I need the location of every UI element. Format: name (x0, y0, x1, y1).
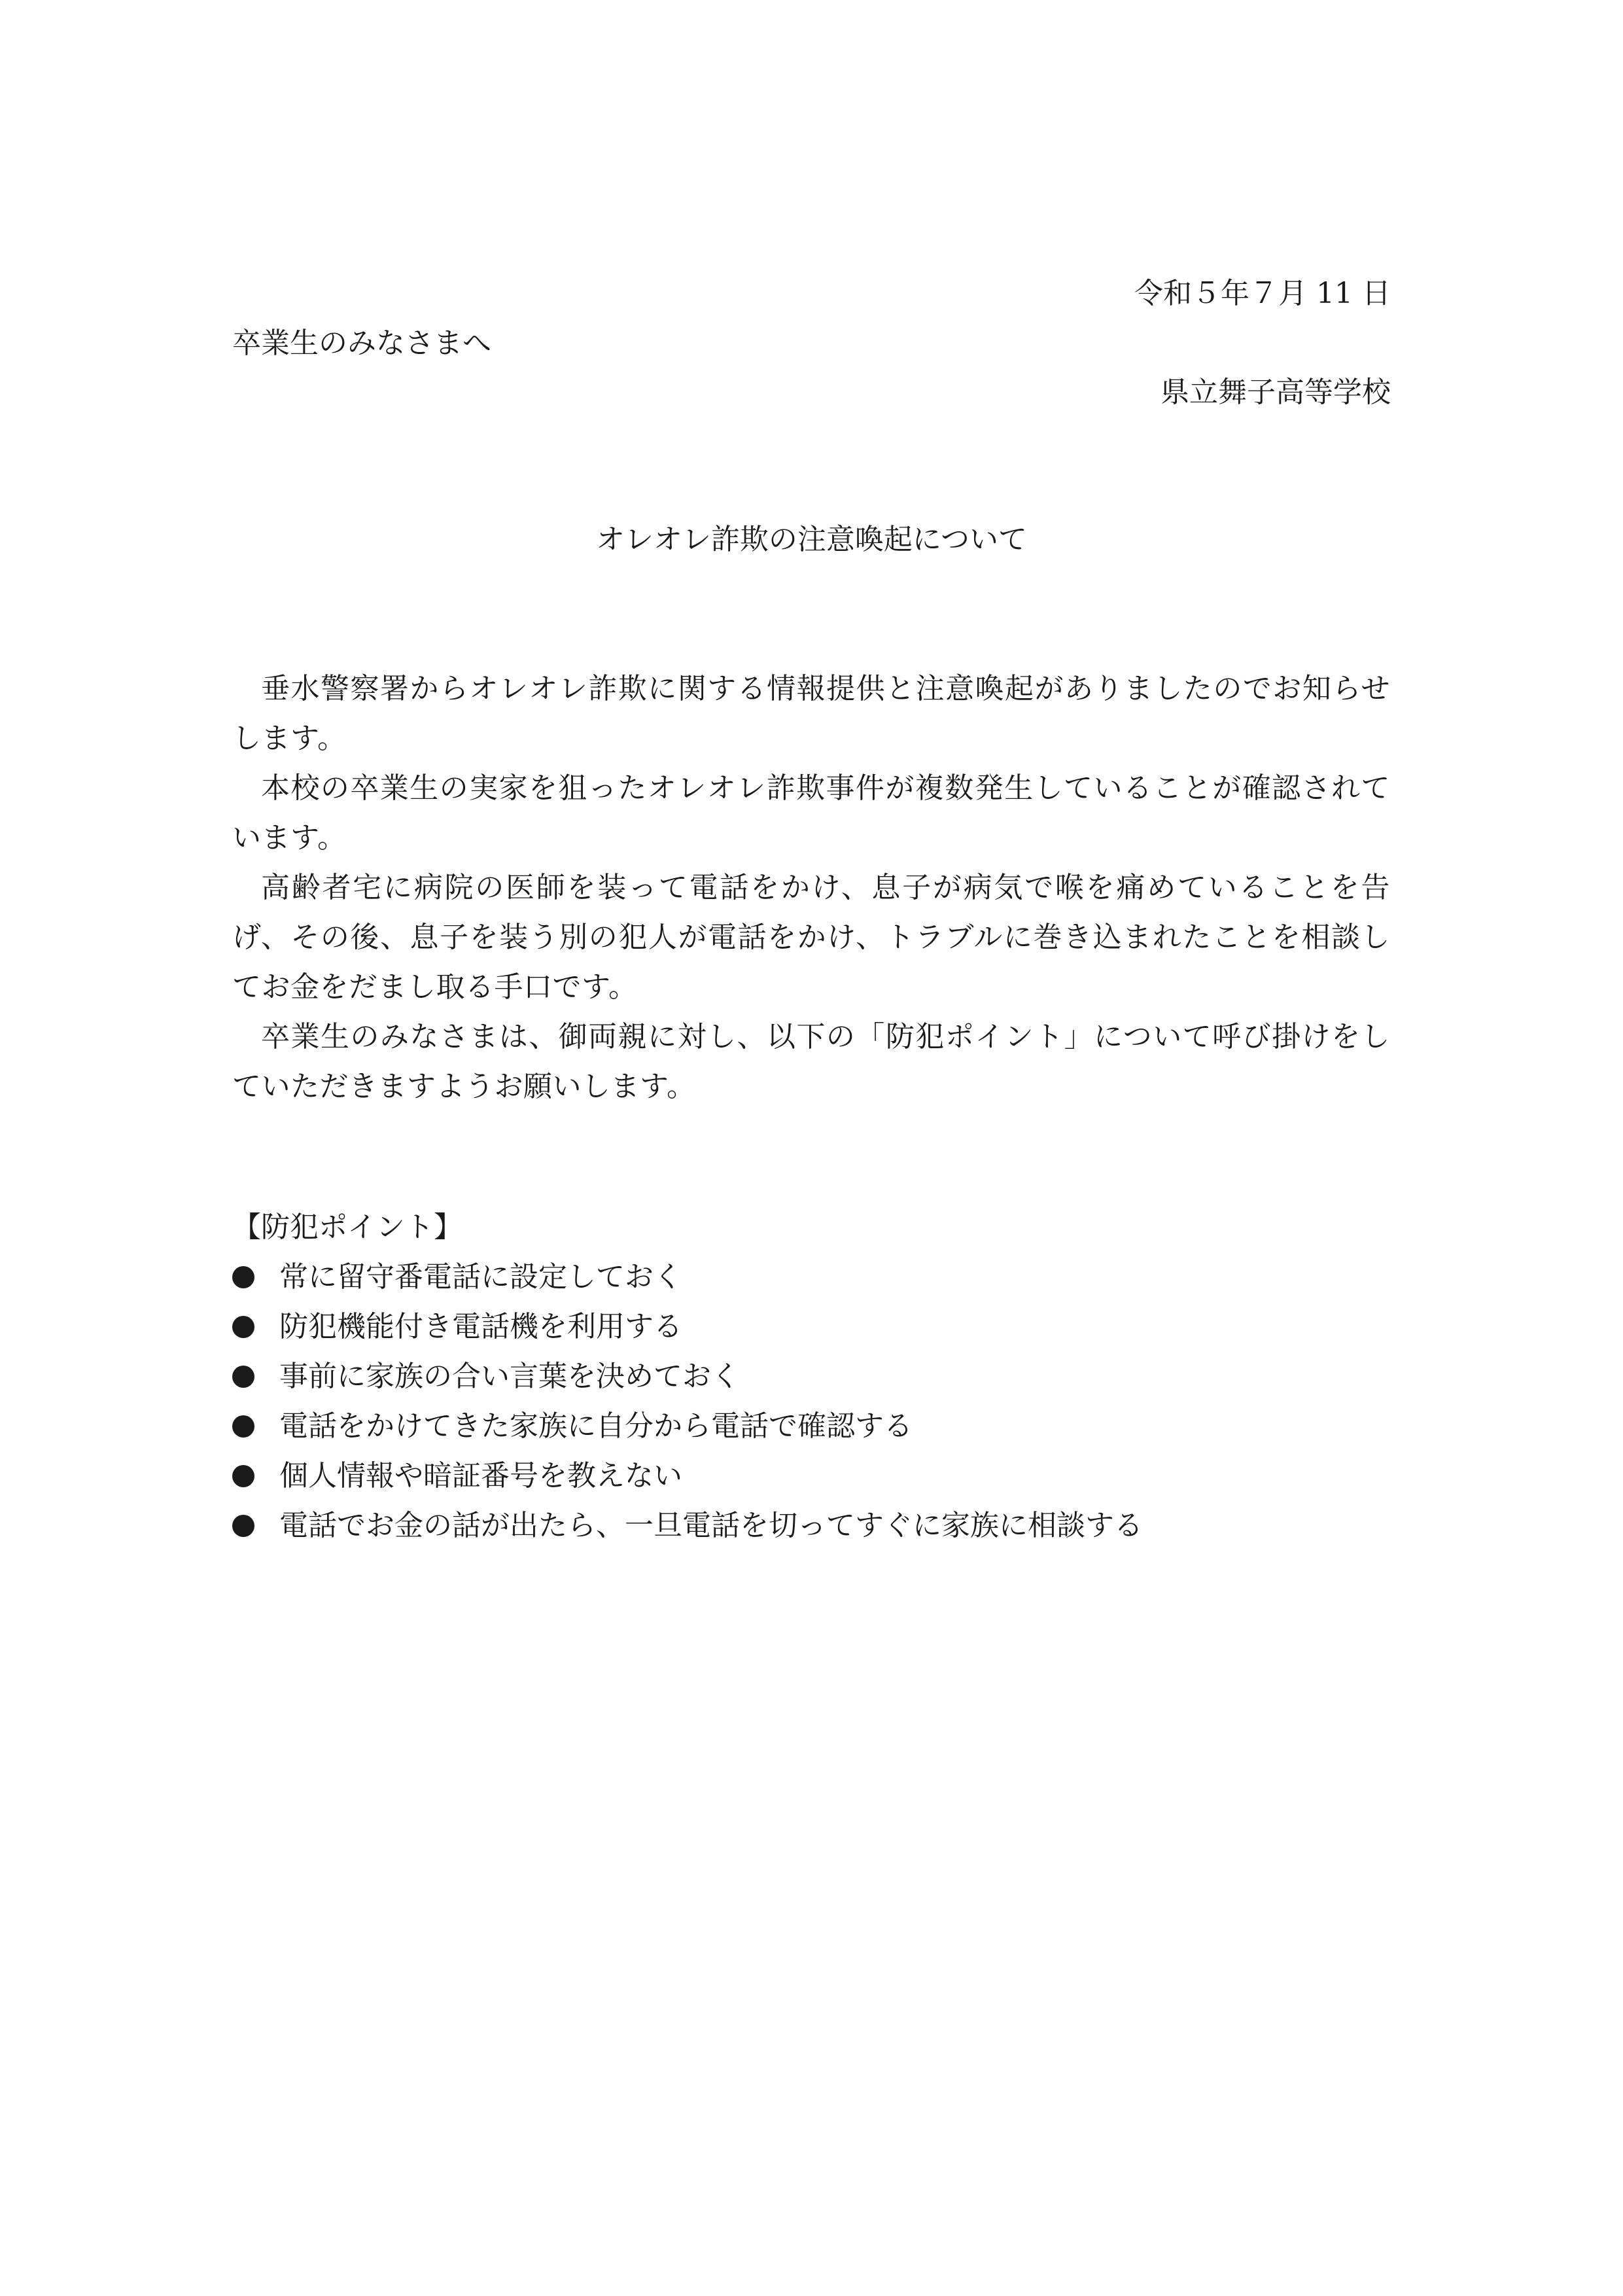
bullet-icon (232, 1515, 254, 1537)
point-text: 防犯機能付き電話機を利用する (279, 1310, 682, 1343)
document-date: 令和５年７月 11 日 (1134, 277, 1391, 310)
body-paragraph: 本校の卒業生の実家を狙ったオレオレ詐欺事件が複数発生していることが確認されています。 (232, 771, 1390, 855)
document-title: オレオレ詐欺の注意喚起について (595, 523, 1028, 556)
list-item (232, 1352, 1143, 1402)
bullet-icon (232, 1266, 254, 1288)
bullet-icon (232, 1316, 254, 1338)
list-item (232, 1302, 1143, 1352)
bullet-icon (232, 1415, 254, 1438)
points-heading: 【防犯ポイント】 (232, 1210, 462, 1244)
body-paragraph: 卒業生のみなさまは、御両親に対し、以下の「防犯ポイント」について呼び掛けをしていただきますようお願いします。 (232, 1020, 1390, 1103)
list-item (232, 1402, 1143, 1451)
point-text: 事前に家族の合い言葉を決めておく (279, 1360, 740, 1393)
point-text: 常に留守番電話に設定しておく (279, 1260, 682, 1294)
list-item (232, 1501, 1143, 1551)
recipient: 卒業生のみなさまへ (232, 327, 491, 360)
body-paragraph: 垂水警察署からオレオレ詐欺に関する情報提供と注意喚起がありましたのでお知らせします。 (232, 672, 1390, 755)
body-paragraph: 高齢者宅に病院の医師を装って電話をかけ、息子が病気で喉を痛めていることを告げ、その後、息子を装う別の犯人が電話をかけ、トラブルに巻き込まれたことを相談してお金をだまし取る手口です。 (232, 871, 1390, 1004)
sender: 県立舞子高等学校 (1161, 376, 1391, 409)
list-item (232, 1451, 1143, 1501)
document-body (232, 664, 1390, 1112)
crime-prevention-points (232, 1203, 1143, 1551)
point-text: 個人情報や暗証番号を教えない (279, 1459, 682, 1492)
bullet-icon (232, 1465, 254, 1487)
bullet-icon (232, 1366, 254, 1388)
list-item (232, 1252, 1143, 1302)
point-text: 電話でお金の話が出たら、一旦電話を切ってすぐに家族に相談する (279, 1509, 1143, 1542)
points-list (232, 1252, 1143, 1551)
point-text: 電話をかけてきた家族に自分から電話で確認する (279, 1409, 913, 1443)
